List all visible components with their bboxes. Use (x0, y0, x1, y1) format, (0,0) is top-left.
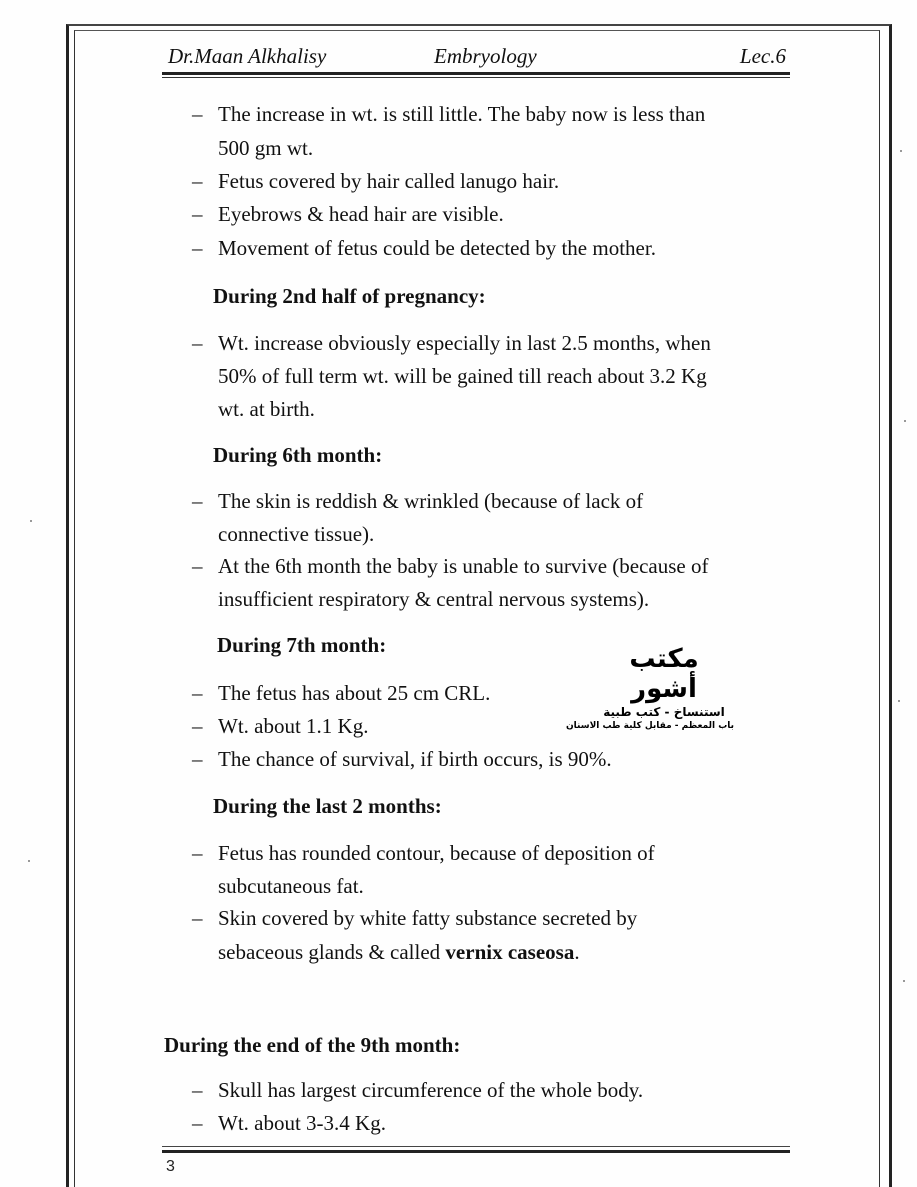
scan-speck (904, 420, 906, 422)
bullet-dash: – (192, 202, 203, 226)
text-line: The skin is reddish & wrinkled (because of lack of (218, 489, 644, 513)
header-lecture: Lec.6 (739, 44, 786, 68)
text-line: subcutaneous fat. (218, 874, 364, 898)
shop-stamp (566, 644, 734, 732)
bullet-dash: – (192, 1078, 203, 1102)
text-line: 50% of full term wt. will be gained till reach about 3.2 Kg (218, 364, 707, 388)
section-heading: During the last 2 months: (213, 794, 442, 818)
text-line: insufficient respiratory & central nervous systems). (218, 587, 650, 611)
bullet-dash: – (192, 747, 203, 771)
section-heading: During 6th month: (213, 443, 383, 467)
text-line: Wt. increase obviously especially in last 2.5 months, when (218, 331, 711, 355)
footer-rule (162, 1150, 790, 1153)
scan-speck (898, 700, 900, 702)
bullet-dash: – (192, 489, 203, 513)
scan-speck (900, 150, 902, 152)
text-line-vernix (218, 939, 580, 965)
stamp-title: مكتب أشور (629, 644, 699, 704)
text-line: 500 gm wt. (218, 136, 314, 160)
page-number: 3 (166, 1158, 175, 1175)
bullet-dash: – (192, 714, 203, 738)
section-heading: During 2nd half of pregnancy: (213, 284, 486, 308)
scan-speck (30, 520, 32, 522)
scan-speck (28, 860, 30, 862)
scan-speck (903, 980, 905, 982)
bullet-dash: – (192, 102, 203, 126)
text-line: Skull has largest circumference of the whole body. (218, 1078, 644, 1102)
bullet-dash: – (192, 906, 203, 930)
text-line: Fetus covered by hair called lanugo hair. (218, 169, 560, 193)
stamp-subtitle: استنساخ - كتب طبية (603, 705, 725, 719)
header-author: Dr.Maan Alkhalisy (168, 44, 327, 68)
bullet-dash: – (192, 554, 203, 578)
header-rule (162, 72, 790, 75)
header-rule-thin (162, 77, 790, 78)
bullet-dash: – (192, 331, 203, 355)
text-line: Wt. about 3-3.4 Kg. (218, 1111, 386, 1135)
bullet-dash: – (192, 169, 203, 193)
text-line: wt. at birth. (218, 397, 315, 421)
text-line: Fetus has rounded contour, because of deposition of (218, 841, 655, 865)
text-span: sebaceous glands & called (218, 940, 446, 964)
text-line: Wt. about 1.1 Kg. (218, 714, 369, 738)
text-line: Skin covered by white fatty substance secreted by (218, 906, 638, 930)
bullet-dash: – (192, 1111, 203, 1135)
text-line: At the 6th month the baby is unable to survive (because of (218, 554, 709, 578)
term-vernix-caseosa: vernix caseosa (445, 940, 575, 964)
bullet-dash: – (192, 236, 203, 260)
text-line: Movement of fetus could be detected by the mother. (218, 236, 656, 260)
footer-rule-thin (162, 1146, 790, 1147)
text-line: The fetus has about 25 cm CRL. (218, 681, 491, 705)
bullet-dash: – (192, 681, 203, 705)
stamp-address: باب المعظم - مقابل كلية طب الاسنان (566, 721, 734, 731)
text-line: The chance of survival, if birth occurs, is 90%. (218, 747, 612, 771)
bullet-dash: – (192, 841, 203, 865)
section-heading: During the end of the 9th month: (164, 1033, 461, 1057)
text-span: . (574, 940, 580, 964)
text-line: connective tissue). (218, 522, 375, 546)
text-line: The increase in wt. is still little. The baby now is less than (218, 102, 706, 126)
text-line: Eyebrows & head hair are visible. (218, 202, 504, 226)
section-heading: During 7th month: (217, 633, 387, 657)
header-subject: Embryology (434, 44, 537, 68)
